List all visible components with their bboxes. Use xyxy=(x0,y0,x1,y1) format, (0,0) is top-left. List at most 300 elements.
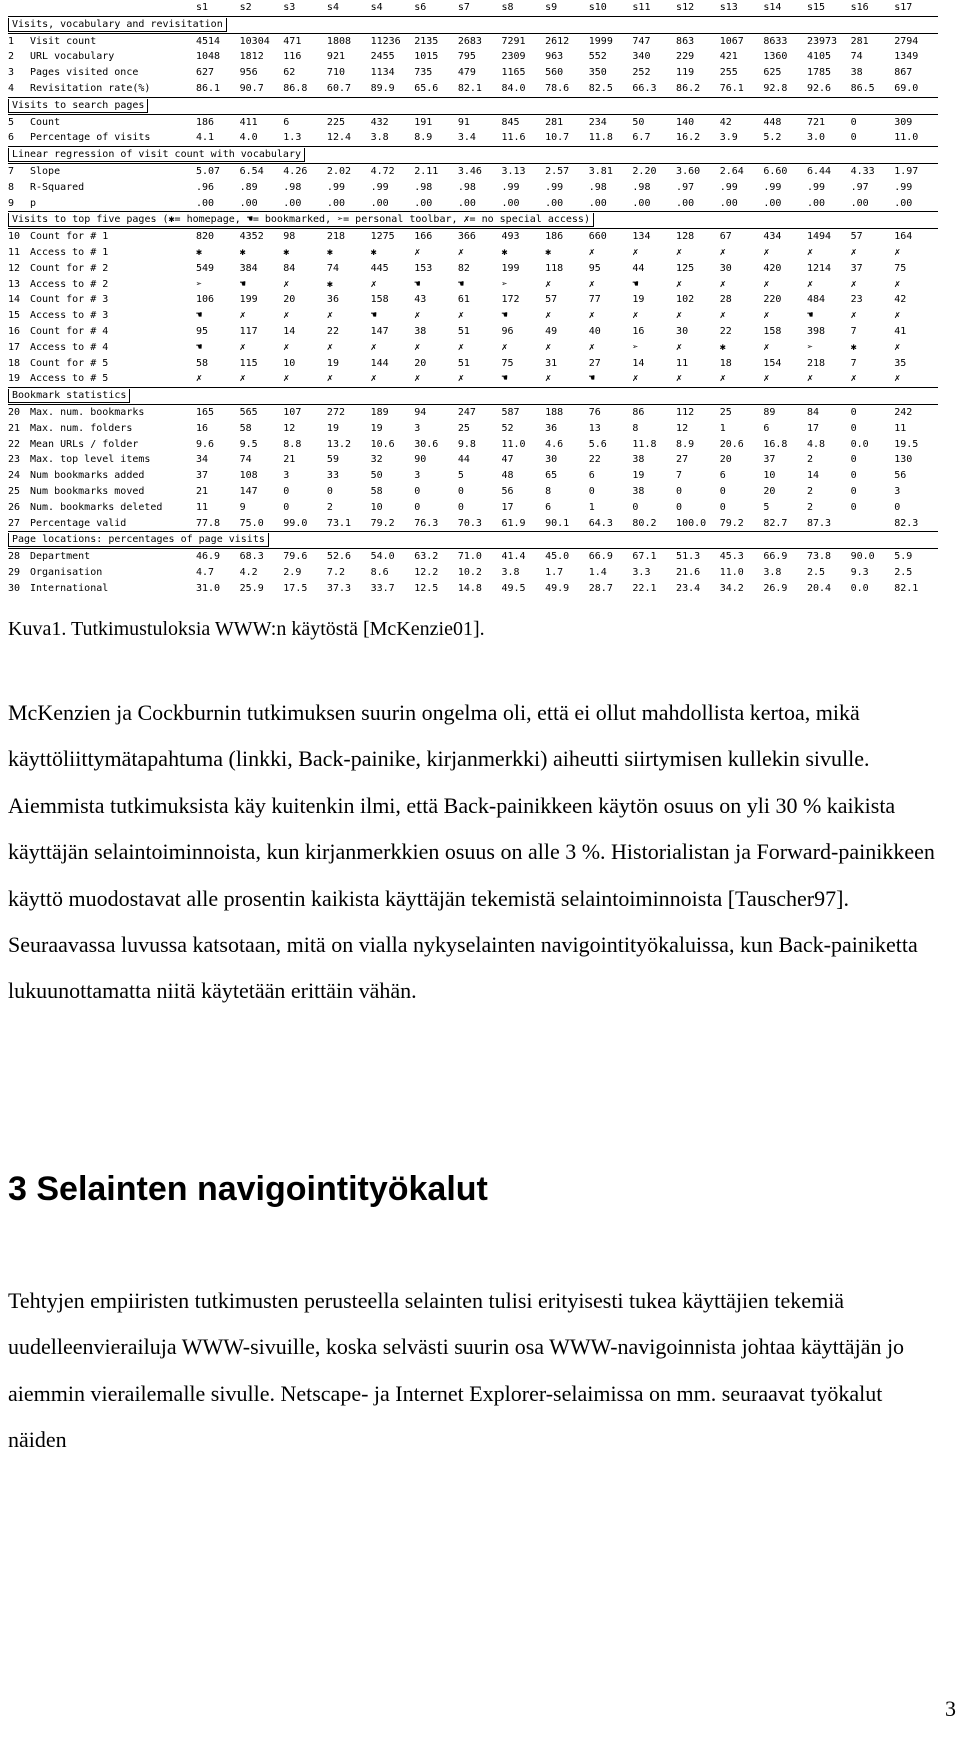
table-cell: 125 xyxy=(676,262,695,274)
table-cell: .99 xyxy=(806,181,826,193)
table-cell: 66.9 xyxy=(589,549,633,565)
column-header: s9 xyxy=(545,2,558,13)
row-label: Count for # 1 xyxy=(30,229,196,245)
table-cell: ☚ xyxy=(196,310,203,322)
row-number: 30 xyxy=(8,582,21,594)
page-number: 3 xyxy=(945,1696,956,1721)
table-cell: 8.6 xyxy=(370,566,389,578)
table-cell: 2 xyxy=(806,454,813,466)
table-cell: 95 xyxy=(196,325,209,337)
table-cell: 6 xyxy=(545,501,552,513)
table-cell: 37 xyxy=(850,262,863,274)
table-cell: ✗ xyxy=(370,341,377,353)
table-cell: 340 xyxy=(632,51,651,63)
table-cell: .00 xyxy=(283,197,302,209)
row-label: Access to # 3 xyxy=(30,310,109,322)
row-number: 2 xyxy=(8,51,15,63)
table-cell: ☚ xyxy=(501,373,508,385)
table-cell: 0 xyxy=(850,485,857,497)
table-cell: 2 xyxy=(326,501,333,513)
row-number: 15 xyxy=(8,310,21,322)
table-cell: 484 xyxy=(806,294,826,306)
table-cell: 51.3 xyxy=(676,549,720,565)
table-cell: 4.1 xyxy=(196,132,215,144)
table-cell: 14 xyxy=(283,325,296,337)
table-cell: .98 xyxy=(414,181,433,193)
row-label: URL vocabulary xyxy=(30,51,115,63)
table-cell: 721 xyxy=(807,114,851,130)
table-cell: 59 xyxy=(326,454,339,466)
table-cell: 5.2 xyxy=(763,132,782,144)
table-cell: 91 xyxy=(458,114,502,130)
table-cell: ✗ xyxy=(894,341,901,353)
table-cell: 22 xyxy=(719,325,732,337)
figure-caption: Kuva1. Tutkimustuloksia WWW:n käytöstä [McKenzie01]. xyxy=(8,618,485,640)
table-cell: 5.6 xyxy=(588,438,607,450)
table-cell: 19 xyxy=(370,422,383,434)
table-cell: ✱ xyxy=(719,341,726,353)
table-cell: 191 xyxy=(414,114,458,130)
table-cell: ✗ xyxy=(894,373,901,385)
table-cell: 0 xyxy=(457,501,464,513)
table-cell xyxy=(851,516,895,532)
table-cell: 0 xyxy=(632,501,639,513)
table-cell: 2 xyxy=(806,501,813,513)
table-cell: ✱ xyxy=(545,246,552,258)
table-cell: 64.3 xyxy=(588,517,613,529)
table-cell: 56 xyxy=(894,470,907,482)
table-cell: ✗ xyxy=(763,310,770,322)
table-cell: ✗ xyxy=(632,310,639,322)
table-row xyxy=(8,180,938,196)
table-cell: 560 xyxy=(545,67,564,79)
table-cell: 37.3 xyxy=(326,582,352,594)
table-cell: 46.9 xyxy=(196,549,240,565)
table-cell: ✗ xyxy=(894,246,901,258)
table-cell: ✗ xyxy=(545,341,552,353)
table-cell: 57 xyxy=(545,294,558,306)
table-row xyxy=(8,437,938,453)
row-label: Count for # 4 xyxy=(30,325,109,337)
table-cell: ✗ xyxy=(588,341,595,353)
table-cell: 69.0 xyxy=(894,82,919,94)
table-cell: 3 xyxy=(414,470,421,482)
table-cell: 12 xyxy=(283,422,296,434)
table-cell: 398 xyxy=(806,325,826,337)
table-cell: 90.0 xyxy=(851,549,895,565)
table-cell: 112 xyxy=(676,404,720,420)
row-label: Mean URLs / folder xyxy=(30,438,139,450)
table-cell: 73.8 xyxy=(807,549,851,565)
table-cell: 0.0 xyxy=(850,582,869,594)
table-row xyxy=(8,229,938,245)
table-cell: 9.8 xyxy=(457,438,476,450)
table-cell: 86.1 xyxy=(196,82,221,94)
table-cell: 89 xyxy=(763,404,807,420)
table-cell: 128 xyxy=(676,229,720,245)
table-cell: .00 xyxy=(370,197,389,209)
table-cell: 549 xyxy=(196,262,215,274)
table-cell: 42 xyxy=(894,294,907,306)
table-cell: 8.9 xyxy=(414,132,433,144)
table-cell: 30.6 xyxy=(414,438,439,450)
table-cell: ✗ xyxy=(806,278,813,290)
table-cell: 1.4 xyxy=(588,566,607,578)
row-label: Num bookmarks added xyxy=(30,470,145,482)
table-cell: 22.1 xyxy=(632,582,657,594)
table-cell: 52.6 xyxy=(327,549,371,565)
table-cell: ✗ xyxy=(676,310,683,322)
table-cell: 199 xyxy=(239,294,258,306)
table-cell: 0 xyxy=(283,501,290,513)
table-cell: 49.9 xyxy=(545,582,570,594)
table-cell: 10.6 xyxy=(370,438,395,450)
table-cell: ✗ xyxy=(763,341,770,353)
table-cell: 660 xyxy=(589,229,633,245)
table-cell: 165 xyxy=(196,404,240,420)
row-label: Department xyxy=(30,549,196,565)
table-cell: 87.3 xyxy=(806,517,832,529)
table-cell: 9.5 xyxy=(239,438,258,450)
table-cell: ✱ xyxy=(501,246,508,258)
table-cell: ✗ xyxy=(676,373,683,385)
table-cell: 31 xyxy=(545,357,558,369)
table-cell: ✗ xyxy=(457,341,464,353)
table-cell: ✗ xyxy=(283,310,290,322)
table-cell: 40 xyxy=(588,325,601,337)
table-cell: 11.0 xyxy=(501,438,526,450)
table-cell: 0 xyxy=(850,132,857,144)
table-cell: .99 xyxy=(719,181,738,193)
table-cell: ✗ xyxy=(588,310,595,322)
table-cell: 845 xyxy=(501,114,545,130)
table-row xyxy=(8,468,938,484)
table-cell: 1134 xyxy=(370,67,395,79)
table-cell: 7 xyxy=(850,325,857,337)
table-cell: 432 xyxy=(371,114,415,130)
table-cell: 92.8 xyxy=(763,82,788,94)
table-cell: 0 xyxy=(457,485,464,497)
column-header: s2 xyxy=(239,2,252,13)
table-cell: 82.3 xyxy=(894,517,919,529)
table-cell: .00 xyxy=(326,197,345,209)
table-cell: ✗ xyxy=(763,246,770,258)
row-number: 13 xyxy=(8,278,21,290)
table-cell: ✗ xyxy=(414,341,421,353)
table-cell: ☚ xyxy=(806,310,813,322)
table-cell: 144 xyxy=(370,357,389,369)
row-number: 6 xyxy=(8,132,15,144)
table-cell: .00 xyxy=(501,197,520,209)
table-cell: ✗ xyxy=(239,373,246,385)
table-cell: 21 xyxy=(283,454,296,466)
table-cell: 86.2 xyxy=(676,82,701,94)
table-cell: 58 xyxy=(239,422,252,434)
table-cell: ☚ xyxy=(414,278,421,290)
table-cell: 38 xyxy=(632,485,645,497)
table-cell: 12 xyxy=(676,422,689,434)
table-cell: 75 xyxy=(501,357,514,369)
table-cell: 99.0 xyxy=(283,517,308,529)
table-cell: ✗ xyxy=(196,373,203,385)
row-label: Percentage of visits xyxy=(30,132,151,144)
table-cell: .99 xyxy=(370,181,389,193)
table-cell: 68.3 xyxy=(240,549,284,565)
table-cell: ✗ xyxy=(414,246,421,258)
table-cell: ☚ xyxy=(632,278,639,290)
table-cell: ✱ xyxy=(326,278,333,290)
table-cell: 158 xyxy=(370,294,389,306)
table-row xyxy=(8,452,938,468)
table-cell: 1360 xyxy=(763,51,788,63)
table-cell: 22 xyxy=(588,454,601,466)
row-label: Num bookmarks moved xyxy=(30,485,145,497)
table-cell: ✗ xyxy=(763,373,770,385)
table-cell: 625 xyxy=(763,67,782,79)
table-row xyxy=(8,49,938,65)
row-label: Slope xyxy=(30,163,196,179)
table-cell: 445 xyxy=(370,262,389,274)
row-number: 21 xyxy=(8,422,21,434)
table-cell: ✗ xyxy=(239,310,246,322)
table-row xyxy=(8,277,938,293)
table-cell: 56 xyxy=(501,485,514,497)
table-cell: .97 xyxy=(850,181,869,193)
row-number: 19 xyxy=(8,373,21,385)
table-cell: 89.9 xyxy=(370,82,395,94)
table-cell: 9.3 xyxy=(850,566,869,578)
table-cell: .00 xyxy=(414,197,433,209)
table-cell: 20.6 xyxy=(719,438,744,450)
column-header: s4 xyxy=(370,2,383,13)
row-label: Access to # 1 xyxy=(30,246,109,258)
table-cell: 77 xyxy=(588,294,601,306)
table-cell: ✗ xyxy=(326,310,333,322)
table-cell: 19 xyxy=(632,470,645,482)
table-cell: 90.7 xyxy=(239,82,264,94)
table-cell: ✱ xyxy=(370,246,377,258)
table-cell: 1812 xyxy=(239,51,264,63)
section-title: Visits to search pages xyxy=(8,99,148,113)
table-cell: 3.4 xyxy=(457,132,476,144)
table-row xyxy=(8,292,938,308)
table-cell: 90.1 xyxy=(545,517,570,529)
table-cell: 1.7 xyxy=(545,566,564,578)
row-label: Percentage valid xyxy=(30,517,127,529)
row-label: Count for # 3 xyxy=(30,294,109,306)
table-cell: .98 xyxy=(457,181,476,193)
table-cell: 7.2 xyxy=(326,566,345,578)
table-cell: 90 xyxy=(414,454,427,466)
table-cell: 11 xyxy=(196,501,209,513)
table-cell: 26.9 xyxy=(763,582,788,594)
table-cell: 10.2 xyxy=(457,566,482,578)
table-cell: 74 xyxy=(850,51,863,63)
table-cell: 38 xyxy=(632,454,645,466)
table-cell: 58 xyxy=(196,357,209,369)
table-cell: 16 xyxy=(632,325,645,337)
table-cell: 0 xyxy=(676,501,683,513)
table-cell: 17 xyxy=(806,422,820,434)
table-cell: 19 xyxy=(632,294,645,306)
row-number: 3 xyxy=(8,67,15,79)
table-cell: 18 xyxy=(719,357,732,369)
table-cell: 199 xyxy=(501,262,520,274)
table-cell: 4.7 xyxy=(196,566,215,578)
table-cell: 6.54 xyxy=(240,163,284,179)
table-cell: ➢ xyxy=(632,341,639,353)
row-label: Num. bookmarks deleted xyxy=(30,501,163,513)
table-cell: 820 xyxy=(196,229,240,245)
table-cell: 17 xyxy=(501,501,514,513)
row-label: Max. num. bookmarks xyxy=(30,404,196,420)
table-cell: .00 xyxy=(457,197,476,209)
column-header: s4 xyxy=(326,2,339,13)
table-cell: 3.60 xyxy=(676,163,720,179)
table-cell: 77.8 xyxy=(196,517,221,529)
table-cell: 0 xyxy=(326,485,333,497)
column-header: s7 xyxy=(457,2,470,13)
table-cell: ✗ xyxy=(806,246,813,258)
table-cell: ✗ xyxy=(545,310,552,322)
table-cell: 2.64 xyxy=(720,163,764,179)
table-cell: 36 xyxy=(545,422,558,434)
section-header-row xyxy=(8,532,938,549)
table-cell: ✗ xyxy=(676,246,683,258)
table-cell: 3.81 xyxy=(589,163,633,179)
column-header: s11 xyxy=(632,2,651,13)
table-cell: 956 xyxy=(239,67,258,79)
table-cell: 234 xyxy=(589,114,633,130)
table-cell: 1.97 xyxy=(894,163,938,179)
table-cell: 12.2 xyxy=(414,566,439,578)
table-cell: 9 xyxy=(239,501,246,513)
table-cell: 2683 xyxy=(458,33,502,49)
table-cell: 247 xyxy=(458,404,502,420)
table-cell: .00 xyxy=(806,197,826,209)
table-row xyxy=(8,549,938,565)
row-number: 7 xyxy=(8,163,30,179)
table-cell: 158 xyxy=(763,325,782,337)
table-cell: 98 xyxy=(283,229,327,245)
table-cell: 11.0 xyxy=(719,566,744,578)
table-cell: 411 xyxy=(240,114,284,130)
table-cell: 49.5 xyxy=(501,582,526,594)
table-cell: 52 xyxy=(501,422,514,434)
table-cell: 6.60 xyxy=(763,163,807,179)
table-cell: 1 xyxy=(588,501,595,513)
table-cell: 2.11 xyxy=(414,163,458,179)
table-cell: 229 xyxy=(676,51,695,63)
row-label: Count xyxy=(30,114,196,130)
table-cell: .98 xyxy=(632,181,651,193)
table-cell: .89 xyxy=(239,181,258,193)
table-cell: 4.2 xyxy=(239,566,258,578)
table-cell: 3.3 xyxy=(632,566,651,578)
table-cell: 5.07 xyxy=(196,163,240,179)
section-header-row xyxy=(8,388,938,405)
table-cell: 116 xyxy=(283,51,302,63)
table-cell: ✗ xyxy=(588,278,595,290)
table-cell: 70.3 xyxy=(457,517,482,529)
table-cell: 1165 xyxy=(501,67,526,79)
table-cell: .99 xyxy=(326,181,345,193)
table-cell: 51 xyxy=(457,325,470,337)
table-cell: 74 xyxy=(239,454,252,466)
row-number: 5 xyxy=(8,114,30,130)
table-cell: 420 xyxy=(763,262,782,274)
row-number: 18 xyxy=(8,357,21,369)
table-cell: .00 xyxy=(850,197,869,209)
table-cell: 6.7 xyxy=(632,132,651,144)
table-cell: 71.0 xyxy=(458,549,502,565)
table-cell: 33.7 xyxy=(370,582,395,594)
row-number: 10 xyxy=(8,229,30,245)
table-cell: .00 xyxy=(588,197,607,209)
table-cell: 309 xyxy=(894,114,938,130)
table-cell: 50 xyxy=(370,470,383,482)
table-cell: ✗ xyxy=(676,278,683,290)
table-cell: 19 xyxy=(326,422,339,434)
table-cell: 147 xyxy=(370,325,389,337)
table-cell: 57 xyxy=(851,229,895,245)
table-cell: 74 xyxy=(326,262,339,274)
table-cell: 13.2 xyxy=(326,438,352,450)
table-cell: 8.9 xyxy=(676,438,695,450)
table-cell: 23973 xyxy=(807,33,851,49)
table-cell: ✱ xyxy=(326,246,333,258)
section-header-row xyxy=(8,16,938,33)
table-cell: 20.4 xyxy=(806,582,832,594)
table-cell: 2309 xyxy=(501,51,526,63)
table-cell: 3.8 xyxy=(763,566,782,578)
table-cell: 25 xyxy=(720,404,764,420)
table-cell: .00 xyxy=(763,197,782,209)
table-cell: 76 xyxy=(589,404,633,420)
row-number: 11 xyxy=(8,246,21,258)
table-row xyxy=(8,33,938,49)
table-cell: 31.0 xyxy=(196,582,221,594)
table-cell: 0 xyxy=(850,422,857,434)
table-cell: 0 xyxy=(850,454,857,466)
table-cell: 0 xyxy=(851,114,895,130)
table-cell: 75.0 xyxy=(239,517,264,529)
table-cell: 6 xyxy=(283,114,327,130)
table-cell: 75 xyxy=(894,262,907,274)
table-cell: ✗ xyxy=(545,373,552,385)
table-cell: 8633 xyxy=(763,33,807,49)
table-cell: .00 xyxy=(545,197,564,209)
table-row xyxy=(8,245,938,261)
table-cell: 76.1 xyxy=(719,82,744,94)
table-cell: ✗ xyxy=(501,341,508,353)
table-cell: 25.9 xyxy=(239,582,264,594)
row-number: 8 xyxy=(8,181,15,193)
table-cell: 735 xyxy=(414,67,433,79)
table-cell: ✗ xyxy=(326,373,333,385)
table-cell: 22 xyxy=(326,325,339,337)
table-cell: 0.0 xyxy=(850,438,869,450)
table-row xyxy=(8,340,938,356)
table-cell: 3.46 xyxy=(458,163,502,179)
table-cell: ✗ xyxy=(719,310,726,322)
table-cell: 587 xyxy=(501,404,545,420)
table-cell: ✗ xyxy=(806,373,813,385)
table-cell: 10 xyxy=(283,357,296,369)
table-cell: 6 xyxy=(719,470,726,482)
table-cell: ✱ xyxy=(283,246,290,258)
table-cell: 172 xyxy=(501,294,520,306)
